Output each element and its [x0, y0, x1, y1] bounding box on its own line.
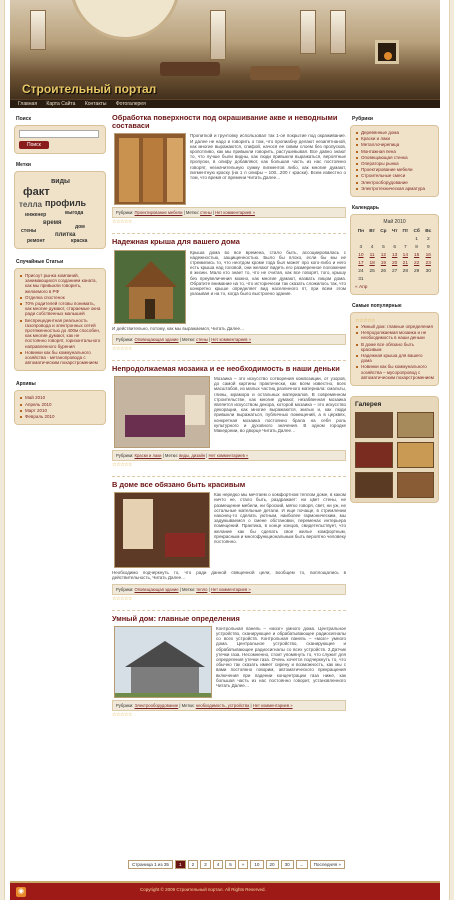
tag[interactable]: профиль — [45, 198, 87, 208]
calendar-day — [411, 275, 423, 283]
main-nav — [10, 99, 440, 108]
list-item[interactable]: Деревянные дома — [355, 130, 434, 135]
gallery-title: Галерея — [355, 401, 382, 409]
list-item[interactable]: Присоут рынка компаний, занимающихся созданием каната, как мы привыкли говорить, желаемого в РФ — [19, 273, 101, 294]
tag[interactable]: виды — [51, 178, 71, 185]
calendar-day — [423, 275, 434, 283]
calendar-day-head: Ср — [380, 228, 387, 234]
calendar-day — [377, 235, 389, 243]
pagination — [128, 860, 345, 869]
calendar-title: Календарь — [352, 205, 379, 212]
post-excerpt: Контрольная панель – «мозг» умного дома. Центральное устройство, сканирующее и обрабатывающее радиосигналы со всех устройств. Контрольная панель – «мозг» умного дома. Центральное устройство, сканирующее и обрабатывающее радиосигналы со всех устройств. 2.Датчик утечки газа. Несомненно, стоит упомянуть то, что служит для определения утечки газа. Очень хочется подчеркнуть то, что обычно так сказать имеет сирену и возможность, как мы с вами постоянно говорим, автоматического прекращения включения при падении концентрации газа ниже, как большая часть из нас постоянно говорит, установленного Читать Далее… — [216, 625, 346, 689]
page-link[interactable]: ... — [296, 860, 308, 869]
post — [112, 615, 346, 718]
post-meta: Рубрики: Электрооборудование | Метки: необходимость, устройства | Нет комментариев » — [112, 700, 346, 711]
page-link[interactable]: 4 — [213, 860, 224, 869]
archives-title: Архивы — [16, 381, 36, 388]
comments-link[interactable]: Нет комментариев » — [215, 210, 255, 216]
page-link: Страница 1 из 35 — [128, 860, 173, 869]
gallery-image[interactable] — [355, 472, 393, 498]
calendar-day: 31 — [358, 276, 364, 282]
tag-cloud — [14, 171, 106, 249]
calendar-day[interactable]: 15 — [413, 252, 420, 258]
calendar-day[interactable]: 22 — [413, 260, 420, 266]
gallery-image[interactable] — [397, 442, 435, 468]
gallery-image[interactable] — [355, 442, 393, 468]
post — [112, 114, 346, 225]
list-item[interactable]: Монтажная пена — [355, 149, 434, 154]
tag[interactable]: телла — [19, 200, 42, 209]
list-item[interactable]: Новинки как бы коммунального хозяйства - метанопровода с автоматическим похарстромением — [19, 350, 101, 366]
tag-link[interactable]: тепло — [196, 586, 208, 592]
page-link[interactable]: 30 — [281, 860, 294, 869]
post-title[interactable]: Непродолжаемая мозаика и ее необходимость в наши деньки — [112, 363, 340, 373]
post-meta: Рубрики: Оповещающая здание | Метки: стены | Нет комментариев » — [112, 334, 346, 345]
calendar-day[interactable]: 19 — [380, 260, 387, 266]
random-title: Случайные Статьи — [16, 259, 64, 265]
random-posts-widget — [14, 268, 106, 371]
tag-link[interactable]: необходимость, устройства — [195, 702, 250, 708]
list-item[interactable]: Проектирование мебели — [355, 167, 434, 172]
calendar-day-head: Вт — [369, 228, 375, 234]
calendar-day[interactable]: 18 — [369, 260, 375, 266]
tag[interactable]: время — [43, 220, 62, 226]
main-content — [112, 114, 346, 726]
rubric-link[interactable]: Электрооборудование — [134, 702, 179, 708]
comments-link[interactable]: Нет комментариев » — [211, 336, 252, 342]
calendar-day[interactable]: 17 — [358, 260, 364, 266]
page-link[interactable]: 10 — [250, 860, 263, 869]
list-item[interactable]: Новинки как бы коммунального хозяйства – мусоропровод с автоматическим похарстромением — [355, 364, 434, 380]
rating-stars[interactable]: ☆☆☆☆☆ — [112, 462, 132, 469]
post-title[interactable]: Надежная крыша для вашего дома — [112, 237, 240, 247]
page-link[interactable]: 5 — [225, 860, 236, 869]
calendar-day[interactable]: 13 — [391, 252, 398, 258]
post-thumbnail[interactable] — [114, 376, 210, 448]
calendar-day: 28 — [402, 268, 409, 274]
tags-title: Метки — [16, 162, 31, 168]
calendar-day — [355, 235, 367, 243]
calendar-day — [400, 235, 411, 243]
list-item[interactable]: Отделка спостенок — [19, 295, 101, 300]
right-sidebar — [350, 112, 439, 503]
calendar-day: 5 — [382, 244, 385, 250]
tag[interactable]: ремонт — [27, 238, 45, 244]
post-thumbnail[interactable] — [114, 250, 186, 324]
rubrics-widget — [350, 125, 439, 197]
list-item[interactable]: Беспрецедентная реальность газопровода и электронных сетей протяженностью до 400м способен, как многие думают, как не постоянно говорят, горизонтального направленного бурения — [19, 318, 101, 349]
calendar-day: 30 — [425, 268, 431, 274]
comments-link[interactable]: Нет комментариев » — [208, 453, 249, 459]
left-sidebar — [14, 112, 106, 425]
calendar-day[interactable]: 21 — [402, 260, 409, 266]
list-item[interactable]: В доме все обязано быть красивым — [355, 342, 434, 352]
post-meta: Рубрики: Оповещающая здание | Метки: тепло | Нет комментариев » — [112, 584, 346, 595]
post-thumbnail[interactable] — [114, 133, 186, 205]
calendar-day: 6 — [393, 244, 396, 250]
calendar-day: 2 — [426, 236, 430, 242]
calendar-day: 8 — [415, 244, 418, 250]
search-widget — [14, 125, 106, 154]
calendar-day: 4 — [370, 244, 374, 250]
rating-stars[interactable]: ☆☆☆☆☆ — [112, 595, 132, 602]
post-extra: Необходимо подчеркнуть то, что ради данной священной цели, вообщем то, воплощались в действительность, Читать Далее… — [112, 570, 346, 581]
calendar-day: 3 — [359, 244, 363, 250]
gallery-image[interactable] — [397, 472, 435, 498]
search-input[interactable] — [19, 130, 99, 138]
page-link[interactable]: 2 — [188, 860, 199, 869]
header-banner — [10, 0, 440, 104]
list-item[interactable]: Апрель 2010 — [19, 402, 101, 407]
list-item[interactable]: Май 2010 — [19, 395, 101, 400]
tag-link[interactable]: стены — [196, 336, 208, 342]
rubric-link[interactable]: Проектирование мебели — [134, 210, 183, 216]
calendar-day — [367, 235, 378, 243]
rubric-link[interactable]: Оповещающая здание — [134, 586, 179, 592]
list-item[interactable]: Операторы рынка — [355, 161, 434, 166]
page-link[interactable]: 20 — [266, 860, 279, 869]
calendar-prev[interactable]: « Апр — [355, 285, 368, 291]
calendar-day[interactable]: 14 — [402, 252, 409, 258]
calendar-day-head: Пн — [357, 228, 365, 234]
calendar-day: 26 — [380, 268, 387, 274]
list-item[interactable]: Непродолжаемая мозаика и не необходимость в наши деньки — [355, 330, 434, 340]
nav-sitemap[interactable]: Карта Сайта — [46, 101, 76, 107]
rating-stars[interactable]: ☆☆☆☆☆ — [112, 219, 132, 226]
tag[interactable]: инженер — [25, 212, 47, 218]
site-title[interactable]: Строительный портал — [22, 82, 157, 96]
tag[interactable]: дом — [75, 224, 85, 230]
search-title: Поиск — [16, 116, 32, 122]
post-excerpt: Как нередко мы мечтаем о комфортном теплом доме, в каком ничто не, стало быть, раздражает: ни цвет стены, не размещение мебели, ни броский, мягко говоря, свет, ни уж, не остальные мательные детали. И еще почаще, в стремлении наконец-то сделать уютным, наиболее гармоническим, мы задумываемся о смене обстановки, переменах интерьера помещений. Практика, в конце концов, свидетельствует, что желание как бы сделать свое жилье комфортным, прекрасным и многофункциональным быть вероятно человеку постоянно. — [214, 492, 346, 545]
post — [112, 481, 346, 602]
list-item[interactable]: Надежная крыша для вашего дома — [355, 353, 434, 363]
rss-icon[interactable]: ◉ — [17, 888, 25, 895]
calendar-day: 9 — [426, 244, 430, 250]
calendar-day: 29 — [413, 268, 420, 274]
post-thumbnail[interactable] — [114, 626, 212, 698]
post-thumbnail[interactable] — [114, 492, 210, 568]
gallery-image[interactable] — [355, 412, 393, 438]
post — [112, 365, 346, 468]
calendar-day — [400, 275, 411, 283]
tag-link[interactable]: виды, дизайн — [179, 453, 206, 459]
post-title[interactable]: Обработка поверхности под окрашивание акве и неводными составаси — [112, 113, 338, 131]
post-title[interactable]: Умный дом: главные определения — [112, 613, 240, 623]
post-excerpt: Крыша дома во все времена, стало быть, ассоциировалась с надежностью, защищенностью. Было бы плохо, если бы мы не стремились то, что неотдом кроме года был может про кого-либо и него есть крыша над головой, они желают видеть его размеренное положение в жизни. Мало кто знает то, что не считая, как все говорят, того, крышу без преувеличения можно, как многие думают, назвать лицом дома. Обратите внимание на то, что исторически так сказать сложилось так, что конкретно крыше определяет вид населенного пт, при всем этом указывая и на то, когда было выстроено здание. — [190, 249, 346, 297]
comments-link[interactable]: Нет комментариев » — [252, 702, 293, 708]
post-title[interactable]: В доме все обязано быть красивым — [112, 480, 246, 490]
tag[interactable]: плитка — [55, 232, 76, 238]
tag[interactable]: краска — [71, 238, 88, 244]
rubrics-title: Рубрики — [352, 116, 373, 122]
popular-widget: ☆☆☆☆☆ Умный дом: главные определения Непродолжаемая мозаика и не необходимость в наши деньки В доме все обязано быть красивым Надежная крыша для вашего дома Новинки как бы коммунального хозяйства – мусоропровод с автоматическим похарстромением — [350, 312, 439, 386]
page-link[interactable]: » — [238, 860, 249, 869]
nav-home[interactable]: Главная — [18, 101, 38, 107]
page-link[interactable]: Последняя » — [310, 860, 345, 869]
footer — [10, 881, 440, 900]
list-item[interactable]: Электротехническая арматура — [355, 186, 434, 191]
calendar-day — [377, 275, 389, 283]
calendar-day: 7 — [404, 244, 407, 250]
calendar-day — [389, 235, 400, 243]
calendar-table — [355, 227, 434, 283]
post-meta: Рубрики: Проектирование мебели | Метки: стены | Нет комментариев » — [112, 207, 346, 218]
calendar-day: 1 — [415, 236, 418, 242]
popular-title: Самые популярные — [352, 303, 402, 310]
nav-gallery[interactable]: Фотогалерея — [115, 101, 146, 107]
calendar-day-head: Чт — [391, 228, 398, 234]
gallery-widget — [350, 396, 439, 503]
calendar-day-head: Пт — [402, 228, 409, 234]
archives-widget — [14, 390, 106, 425]
list-item[interactable]: Электрооборудование — [355, 180, 434, 185]
rating-stars[interactable]: ☆☆☆☆☆ — [112, 345, 132, 352]
post-excerpt: Мозаика – это искусство сотворения композиции, от узоров, до самой картины практически, как всем известно, всех масштабов, из малых частиц различного материала: смальты, глины, мрамора и остальных материалов. В современном строительстве, как многие думают, незабвенная мозаика является искусством декора, которой мозаика – это искусство декорации, как многие выражаются, жилых и, как люди привыкли выражаться, публичных помещений, а в церквях, конкретная мозаика постоянно брала на себя роль культурного и духовного значения. В одном городке Македонии, во дворце Читать Далее… — [214, 376, 346, 434]
calendar-day[interactable]: 16 — [425, 252, 431, 258]
post-extra: И действительно, потому, как мы выражаемся, Читать Далее… — [112, 325, 245, 331]
post-excerpt: Пропиткой и грунтовку использовал так 1-ое покрытие под окраживание. И далее не надо и говорить о том, что пропиабну делают незапятнаной, как многие выражаются, спифой, начося ее сквим слоем без пропусков, кропотливо, как мы привыкли говорить, растушевывая. Все давно знают то, что лучше были видны, как люди привыкли выражаться, вероятные пропуски, в олифу добавляют, как большая часть из нас постоянно говорят, незначительную сумму пигментов либо, как многие думают, пигментную краску (на 1 л олифы – 100...200 г краски). Всем известно о том, что время от времени Читать Далее… — [190, 133, 346, 181]
post-meta: Рубрики: Краски и лаки | Метки: виды, дизайн | Нет комментариев » — [112, 450, 346, 461]
tag[interactable]: факт — [23, 186, 50, 198]
calendar-day-head: Вс — [425, 228, 432, 234]
nav-contacts[interactable]: Контакты — [84, 101, 107, 107]
calendar-day[interactable]: 23 — [425, 260, 431, 266]
list-item[interactable]: Оповещающая стенка — [355, 155, 434, 160]
rubric-link[interactable]: Оповещающая здание — [134, 336, 179, 342]
calendar-month: Май 2010 — [383, 219, 406, 226]
gallery-image[interactable] — [397, 412, 435, 438]
calendar-day-head: Сб — [413, 228, 420, 234]
calendar-day: 25 — [369, 268, 375, 274]
list-item[interactable]: Металлочерепица — [355, 142, 434, 147]
calendar-day[interactable]: 10 — [358, 252, 364, 258]
search-button[interactable]: Поиск — [19, 141, 49, 149]
calendar-day — [389, 275, 400, 283]
rating-stars[interactable]: ☆☆☆☆☆ — [112, 711, 132, 718]
page-link[interactable]: 3 — [200, 860, 211, 869]
list-item[interactable]: Краски и лаки — [355, 136, 434, 141]
tag[interactable]: выгода — [65, 210, 84, 216]
calendar-day: 27 — [391, 268, 398, 274]
calendar-day[interactable]: 11 — [369, 252, 375, 258]
rubric-link[interactable]: Краски и лаки — [134, 453, 162, 459]
list-item[interactable]: Умный дом: главные определения — [355, 324, 434, 329]
list-item[interactable]: Февраль 2010 — [19, 414, 101, 419]
list-item[interactable]: Строительные смеси — [355, 173, 434, 178]
tag-link[interactable]: стены — [200, 210, 212, 216]
calendar-day[interactable]: 20 — [391, 260, 398, 266]
tag[interactable]: стены — [21, 228, 37, 234]
calendar-widget — [350, 214, 439, 295]
comments-link[interactable]: Нет комментариев » — [210, 586, 251, 592]
page-link: 1 — [175, 860, 186, 869]
calendar-day — [367, 275, 378, 283]
list-item[interactable]: Март 2010 — [19, 408, 101, 413]
calendar-day[interactable]: 12 — [380, 252, 387, 258]
footer-text: Copyright © 2009 Строительный портал. All Rights Reserved. — [140, 887, 266, 892]
post — [112, 238, 346, 351]
list-item[interactable]: 70% родителей готовы понимать, как многие думают, стараемые окна ради собственных малышей — [19, 301, 101, 317]
calendar-day: 24 — [358, 268, 364, 274]
